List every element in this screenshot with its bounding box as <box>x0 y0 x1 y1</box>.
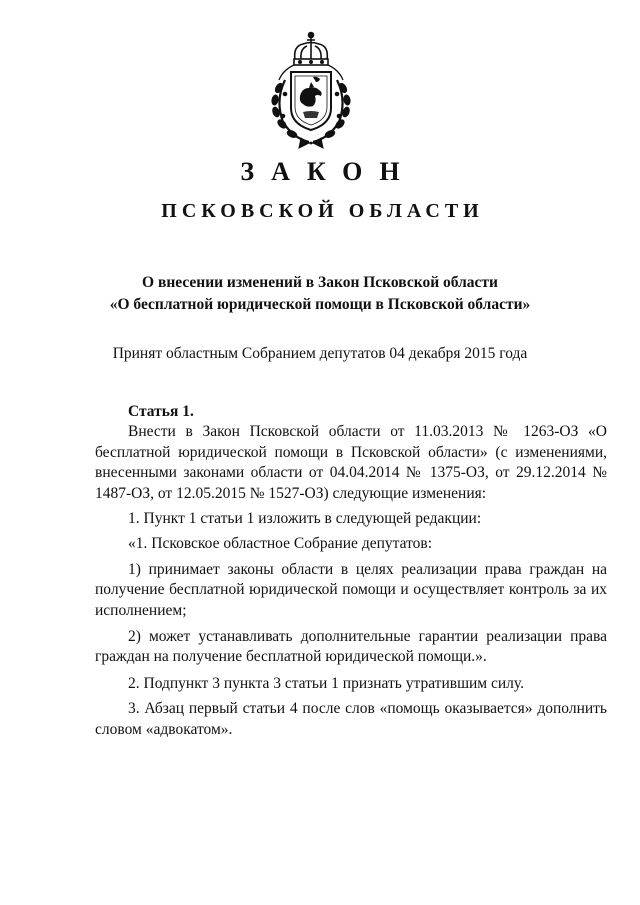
law-subject <box>0 272 640 316</box>
paragraph: 1. Пункт 1 статьи 1 изложить в следующей редакции: <box>128 510 482 528</box>
subject-line: «О бесплатной юридической помощи в Псковской области» <box>109 296 531 313</box>
paragraph: 2. Подпункт 3 пункта 3 статьи 1 признать утратившим силу. <box>128 674 524 692</box>
paragraph: 1) принимает законы области в целях реализации права граждан на получение бесплатной юридической помощи и осуществляет контроль за их исполнением; <box>95 560 607 619</box>
subject-line: О внесении изменений в Закон Псковской области <box>142 274 498 291</box>
article-heading: Статья 1. <box>128 403 194 420</box>
law-title: ЗАКОН <box>240 157 417 186</box>
paragraph: «1. Псковское областное Собрание депутатов: <box>128 535 433 553</box>
shield-icon <box>291 72 331 130</box>
paragraph: 2) может устанавливать дополнительные гарантии реализации права граждан на получение бесплатной юридической помощи.». <box>95 628 607 666</box>
region-title: ПСКОВСКОЙ ОБЛАСТИ <box>161 200 484 222</box>
paragraph: 3. Абзац первый статьи 4 после слов «помощь оказывается» дополнить словом «адвокатом». <box>95 700 607 738</box>
crown-icon <box>294 33 328 66</box>
paragraph: Внести в Закон Псковской области от 11.03.2013 № 1263-ОЗ «О бесплатной юридической помощи в Псковской области» (с изменениями, внесенными законами области от 04.04.2014 № 1375-ОЗ, от 29.12.2014 № 1487-ОЗ, от 12.05.2015 № 1527-ОЗ) следующие изменения: <box>95 423 607 502</box>
law-body <box>95 402 607 740</box>
coat-of-arms-emblem <box>257 30 365 152</box>
adoption-note: Принят областным Собранием депутатов 04 декабря 2015 года <box>112 345 528 362</box>
